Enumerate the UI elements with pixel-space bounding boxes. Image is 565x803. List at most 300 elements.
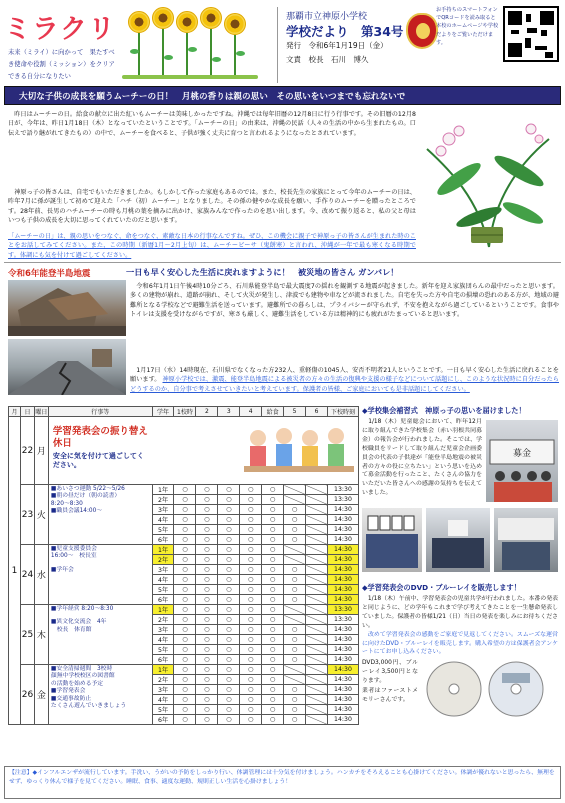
period-cell: ○ xyxy=(196,535,218,545)
school-emblem-icon xyxy=(406,13,438,49)
no-class-cell xyxy=(284,665,306,675)
weekday-cell: 水 xyxy=(34,545,48,605)
no-class-cell xyxy=(306,505,328,515)
period-cell: ○ xyxy=(218,575,240,585)
period-cell: ○ xyxy=(284,575,306,585)
period-cell: ○ xyxy=(196,565,218,575)
dvd-price: DVD3,000円、ブルーレイ3,500円となります。 xyxy=(362,660,418,685)
grade-cell: 1年 xyxy=(152,545,174,555)
grade-cell: 6年 xyxy=(152,655,174,665)
no-class-cell xyxy=(284,675,306,685)
dismissal-time-cell: 14:30 xyxy=(327,645,358,655)
period-cell: ○ xyxy=(196,555,218,565)
events-cell xyxy=(48,545,152,605)
period-cell: ○ xyxy=(174,575,196,585)
period-cell: ○ xyxy=(240,505,262,515)
period-cell: ○ xyxy=(218,665,240,675)
dismissal-time-cell: 13:30 xyxy=(327,605,358,615)
period-cell: ○ xyxy=(196,705,218,715)
table-row xyxy=(9,665,359,675)
period-cell: ○ xyxy=(284,635,306,645)
no-class-cell xyxy=(306,605,328,615)
period-cell: ○ xyxy=(218,495,240,505)
period-cell: ○ xyxy=(174,585,196,595)
table-row xyxy=(9,485,359,495)
period-cell: ○ xyxy=(218,705,240,715)
period-cell: ○ xyxy=(174,695,196,705)
weekday-cell: 金 xyxy=(34,665,48,725)
dismissal-time-cell: 13:30 xyxy=(327,615,358,625)
period-cell: ○ xyxy=(240,535,262,545)
muuchii-paragraph: 「ムーチーの日」は、親の思いをつなぐ、命をつなぐ、素敵な日本の行事なんですね。ぜひ、この機会に親子で神原っ子の皆さんが生まれた時のことをお話してみてください。また、この時期（新暦1月～2月上旬）は、ムーチービーサ（鬼餅寒）と言われ、沖縄が一年で最も寒くなる時期です。体調にも気を付けて過ごしてください。 xyxy=(8,233,416,259)
period-cell: ○ xyxy=(262,615,284,625)
period-cell: ○ xyxy=(196,505,218,515)
earthquake-paragraph: 令和6年1月1日午後4時10分ごろ、石川県能登半島で最大震度7の揺れを観測する地震が起きました。新年を迎え家族団らんの最中だったと思います。多くの建物が崩れ、道路が崩れ、そして火災が発生し、津波でも建物や車などが流されました。自宅を失った方や自宅の損壊の恐れのある方が、地域の避難所となる学校などで避難生活を送っています。避難所での暮らしは、プライバシーが守られず、不安を抱えながら過ごしているということです。食事やトイレは支援を受けながらですが、寒さも厳しく、避難生活をしている方は精神的にも疲れがたまっていると思います。 xyxy=(130,283,559,319)
fundraising-text: 1/18（木）児童総会において、昨年12月に取り組んできた学校集会（赤い羽根共同募金）の報告会が行われました。そこでは、学校職員をリードして取り組んだ児童会企画委員会の代表の子供達が「能登半島地震の被災者の方々の役に立ちたい」という思いを込めて募金活動を行ったこと、たくさんの協力をいただいた皆さんへの感謝の気持ちを伝えていました。 xyxy=(362,419,482,497)
period-cell: ○ xyxy=(218,505,240,515)
event-line: 校長 体育館 xyxy=(50,626,92,633)
no-class-cell xyxy=(306,595,328,605)
period-cell: ○ xyxy=(196,575,218,585)
period-cell: ○ xyxy=(240,585,262,595)
period-cell: ○ xyxy=(174,615,196,625)
period-cell: ○ xyxy=(174,665,196,675)
period-cell: ○ xyxy=(284,595,306,605)
no-class-cell xyxy=(306,695,328,705)
period-cell: ○ xyxy=(262,585,284,595)
earthquake-title: 令和6年能登半島地震 xyxy=(8,269,91,279)
getto-plant-illustration xyxy=(419,109,559,249)
period-cell: ○ xyxy=(262,605,284,615)
no-class-cell xyxy=(306,545,328,555)
event-line: ■学年会 xyxy=(50,566,74,573)
newsletter-header xyxy=(4,3,561,83)
period-cell: ○ xyxy=(262,565,284,575)
weekday-cell: 木 xyxy=(34,605,48,665)
qr-code-icon[interactable] xyxy=(503,6,559,62)
period-cell: ○ xyxy=(174,555,196,565)
table-row xyxy=(9,417,359,485)
period-cell: ○ xyxy=(174,595,196,605)
damaged-road-photo xyxy=(8,339,126,395)
period-cell: ○ xyxy=(174,715,196,725)
day-cell: 24 xyxy=(20,545,34,605)
dismissal-time-cell: 14:30 xyxy=(327,595,358,605)
period-cell: ○ xyxy=(240,595,262,605)
dismissal-time-cell: 14:30 xyxy=(327,525,358,535)
dvd-disc-icon xyxy=(424,659,558,717)
motto-line: 未来（ミライ）に向かって 果たすべ xyxy=(8,49,115,56)
period-cell: ○ xyxy=(284,515,306,525)
period-cell: ○ xyxy=(218,605,240,615)
events-cell xyxy=(48,605,152,665)
period-cell: ○ xyxy=(262,625,284,635)
no-class-cell xyxy=(284,555,306,565)
dvd-sale-text: 改めて学習発表会の感動をご家庭で見返してください。スムーズな運営に向けたDVD・ブルーレイを販売します。購入希望の方は保護者会アンケートにてお申し込みください。 xyxy=(362,631,558,656)
period-cell: ○ xyxy=(196,515,218,525)
period-cell: ○ xyxy=(284,505,306,515)
period-cell: ○ xyxy=(196,525,218,535)
no-class-cell xyxy=(306,665,328,675)
period-cell: ○ xyxy=(174,545,196,555)
headline-text: 大切な子供の成長を願うムーチーの日！ 月桃の香りは親の思い その思いをいつまでも忘れないで xyxy=(19,92,406,102)
schedule-body xyxy=(9,417,359,725)
period-cell: ○ xyxy=(218,535,240,545)
col-period5: 5 xyxy=(284,407,306,417)
period-cell: ○ xyxy=(218,515,240,525)
period-cell: ○ xyxy=(240,635,262,645)
period-cell: ○ xyxy=(174,565,196,575)
svg-text:募金: 募金 xyxy=(512,449,532,459)
dismissal-time-cell: 14:30 xyxy=(327,655,358,665)
period-cell: ○ xyxy=(262,635,284,645)
weekday-cell: 火 xyxy=(34,485,48,545)
motto-line: できる自分になりたい xyxy=(8,73,71,80)
period-cell: ○ xyxy=(262,715,284,725)
right-column xyxy=(362,406,558,719)
period-cell: ○ xyxy=(284,695,306,705)
grade-cell: 5年 xyxy=(152,525,174,535)
col-lunch: 給食 xyxy=(262,407,284,417)
grade-cell: 5年 xyxy=(152,585,174,595)
event-line: 顔無中学校校区の図書館 xyxy=(50,673,115,680)
dismissal-time-cell: 14:30 xyxy=(327,585,358,595)
period-cell: ○ xyxy=(196,645,218,655)
event-line: ■異文化交流会 4年 xyxy=(50,619,107,626)
period-cell: ○ xyxy=(196,675,218,685)
earthquake-subtitle: 一日も早く安心した生活に戻れますように！ 被災地の皆さん ガンバレ！ xyxy=(126,267,399,277)
holiday-note: 安全に気を付けて過ごしてください。 xyxy=(52,451,144,469)
event-line: ■学習発表会 xyxy=(50,688,86,695)
school-name: 那覇市立神原小学校 xyxy=(286,12,368,22)
grade-cell: 4年 xyxy=(152,635,174,645)
period-cell: ○ xyxy=(218,565,240,575)
period-cell: ○ xyxy=(196,715,218,725)
dismissal-time-cell: 14:30 xyxy=(327,555,358,565)
period-cell: ○ xyxy=(262,515,284,525)
period-cell: ○ xyxy=(174,505,196,515)
dismissal-time-cell: 14:30 xyxy=(327,635,358,645)
period-cell: ○ xyxy=(262,555,284,565)
grade-cell: 4年 xyxy=(152,695,174,705)
weekday-cell: 月 xyxy=(34,417,48,485)
motto-line: き使命や役割（ミッション）をクリア xyxy=(8,61,115,68)
no-class-cell xyxy=(306,615,328,625)
flu-notice: 【注意】◆インフルエンザが流行しています。手洗い、うがいの予防をしっかり行い、体調管理には十分気を付けましょう。ハンカチをそろえることも心掛けてください。体調が優れないと思ったら、無理をせず、ゆっくり休んで様子を見てください。睡眠、食事、適度な運動、規則正しい生活を心掛けましょう！ xyxy=(4,766,561,799)
period-cell: ○ xyxy=(262,495,284,505)
period-cell: ○ xyxy=(196,695,218,705)
period-cell: ○ xyxy=(218,615,240,625)
period-cell: ○ xyxy=(174,635,196,645)
dismissal-time-cell: 14:30 xyxy=(327,675,358,685)
col-month: 月 xyxy=(9,407,21,417)
dvd-sale-text: 1/18（木）午前中、学習発表会の児童共学が行われました。本番の発表と同じように、どの学年もこれまで学び考えてきたことを一生懸命発表していました。保護者の皆様1/21（日）当日の発表を楽しみにお待ちください。 xyxy=(362,596,558,629)
period-cell: ○ xyxy=(262,545,284,555)
dvd-sale-title: ◆学習発表会のDVD・ブルーレイを販売します！ xyxy=(362,583,558,593)
period-cell: ○ xyxy=(174,625,196,635)
period-cell: ○ xyxy=(218,545,240,555)
period-cell: ○ xyxy=(284,585,306,595)
muuchii-paragraph: 昨日はムーチーの日。給食の献立に出た紅いもムーチーは美味しかったですね。沖縄では毎年旧暦の12月8日に行う行事です。その旧暦の12月8日が、今年は、昨日1月18日（木）となっていたということです。「ムーチーの日」の由来は、沖縄の民話（人々の生活の中から生まれたもの。口伝えで語り継がれてきたもの）の中で、ムーチーを食べると、子供が強く丈夫に育つと言われるようになったとされています。 xyxy=(8,111,416,137)
grade-cell: 6年 xyxy=(152,715,174,725)
grade-cell: 2年 xyxy=(152,495,174,505)
qr-note: お手持ちのスマートフォンでQRコードを読み取ると本校のホームページや学校だよりをご覧いただけます。 xyxy=(436,7,499,46)
period-cell: ○ xyxy=(196,615,218,625)
holiday-cell xyxy=(48,417,358,485)
period-cell: ○ xyxy=(218,715,240,725)
period-cell: ○ xyxy=(196,635,218,645)
col-period3: 3 xyxy=(218,407,240,417)
event-line: 8:20～8:30 xyxy=(50,500,83,507)
no-class-cell xyxy=(284,605,306,615)
col-period1: 1校時 xyxy=(174,407,196,417)
event-line: 16:00～ 校長室 xyxy=(50,553,97,560)
grade-cell: 3年 xyxy=(152,505,174,515)
period-cell: ○ xyxy=(240,555,262,565)
table-header-row xyxy=(9,407,359,417)
period-cell: ○ xyxy=(240,655,262,665)
dismissal-time-cell: 14:30 xyxy=(327,705,358,715)
period-cell: ○ xyxy=(240,575,262,585)
holiday-title: 学習発表会の振り替え休日 xyxy=(52,425,148,449)
weekly-schedule-table xyxy=(8,406,359,725)
period-cell: ○ xyxy=(284,655,306,665)
period-cell: ○ xyxy=(240,665,262,675)
period-cell: ○ xyxy=(218,655,240,665)
event-line: ■児童支援委員会 xyxy=(50,546,97,552)
period-cell: ○ xyxy=(240,695,262,705)
period-cell: ○ xyxy=(174,705,196,715)
no-class-cell xyxy=(306,585,328,595)
grade-cell: 1年 xyxy=(152,605,174,615)
period-cell: ○ xyxy=(218,695,240,705)
dismissal-time-cell: 14:30 xyxy=(327,515,358,525)
grade-cell: 4年 xyxy=(152,515,174,525)
no-class-cell xyxy=(306,645,328,655)
period-cell: ○ xyxy=(284,715,306,725)
no-class-cell xyxy=(306,495,328,505)
grade-cell: 2年 xyxy=(152,675,174,685)
issue-date: 発行 令和6年1月19日（金） xyxy=(286,41,388,50)
fundraising-photo xyxy=(486,420,558,502)
period-cell: ○ xyxy=(240,645,262,655)
period-cell: ○ xyxy=(174,655,196,665)
day-cell: 22 xyxy=(20,417,34,485)
col-period4: 4 xyxy=(240,407,262,417)
period-cell: ○ xyxy=(262,575,284,585)
event-line: ■あいさつ運動 5/22～5/26 xyxy=(50,486,125,492)
dvd-maker: 業者はファーストメモリーさんです。 xyxy=(362,688,418,704)
dismissal-time-cell: 14:30 xyxy=(327,695,358,705)
event-line: ■交通事故防止 xyxy=(50,695,92,702)
col-grade: 学年 xyxy=(152,407,174,417)
period-cell: ○ xyxy=(262,535,284,545)
period-cell: ○ xyxy=(218,685,240,695)
dismissal-time-cell: 14:30 xyxy=(327,665,358,675)
period-cell: ○ xyxy=(218,675,240,685)
period-cell: ○ xyxy=(284,705,306,715)
dismissal-time-cell: 14:30 xyxy=(327,625,358,635)
period-cell: ○ xyxy=(262,675,284,685)
period-cell: ○ xyxy=(284,645,306,655)
headline-banner xyxy=(4,86,561,105)
muuchii-paragraph: 神原っ子の皆さんは、自宅でもいただきましたか。もしかして作った家庭もあるのでは。また、校長先生の家族にとって今年のムーチーの日は、昨年7月に孫が誕生して初めて迎えた「ハチ（初）ムーチー」となりました。その孫の健やかな成長を願い、手作りのムーチーを贈ったところです。28年前、長男のハチムーチーの時も月桃の葉を摘みに出かけ、家族みんなで作ったのを思い出します。今、改めて振り返ると、私の父と母はいつも子供の成長を大切に思ってくれていたのだと思います。 xyxy=(8,189,416,225)
dismissal-time-cell: 14:30 xyxy=(327,565,358,575)
period-cell: ○ xyxy=(174,515,196,525)
grade-cell: 1年 xyxy=(152,665,174,675)
dismissal-time-cell: 14:30 xyxy=(327,505,358,515)
event-line: ■朝の昼だけ（朝の読書） xyxy=(50,493,121,500)
author: 文責 校長 石川 博久 xyxy=(286,55,369,64)
no-class-cell xyxy=(306,715,328,725)
col-dismissal: 下校時刻 xyxy=(327,407,358,417)
period-cell: ○ xyxy=(174,685,196,695)
event-line: の活動を始める予定 xyxy=(50,680,104,687)
newsletter-title: 学校だより 第34号 xyxy=(286,24,404,39)
no-class-cell xyxy=(306,565,328,575)
mirakuri-logo: ミラクリ xyxy=(4,14,116,45)
period-cell: ○ xyxy=(218,485,240,495)
no-class-cell xyxy=(306,625,328,635)
no-class-cell xyxy=(306,555,328,565)
presentation-photo-3 xyxy=(494,508,558,572)
period-cell: ○ xyxy=(262,595,284,605)
period-cell: ○ xyxy=(262,485,284,495)
period-cell: ○ xyxy=(262,665,284,675)
fundraising-title: ◆学校集会補習式 神原っ子の思いを届けました！ xyxy=(362,406,558,416)
period-cell: ○ xyxy=(240,675,262,685)
day-cell: 23 xyxy=(20,485,34,545)
table-row xyxy=(9,605,359,615)
period-cell: ○ xyxy=(196,665,218,675)
col-period2: 2 xyxy=(196,407,218,417)
grade-cell: 1年 xyxy=(152,485,174,495)
events-cell xyxy=(48,485,152,545)
period-cell: ○ xyxy=(196,685,218,695)
period-cell: ○ xyxy=(196,495,218,505)
event-line: ■安全清掃週間 3校時 xyxy=(50,666,113,672)
period-cell: ○ xyxy=(174,605,196,615)
no-class-cell xyxy=(306,655,328,665)
period-cell: ○ xyxy=(240,485,262,495)
period-cell: ○ xyxy=(218,595,240,605)
col-dow: 曜日 xyxy=(34,407,48,417)
event-line: ■学年経営 8:20～8:30 xyxy=(50,606,114,612)
period-cell: ○ xyxy=(262,505,284,515)
period-cell: ○ xyxy=(240,605,262,615)
collapsed-house-photo xyxy=(8,280,126,336)
period-cell: ○ xyxy=(218,635,240,645)
period-cell: ○ xyxy=(174,525,196,535)
period-cell: ○ xyxy=(262,705,284,715)
dismissal-time-cell: 14:30 xyxy=(327,685,358,695)
col-day: 日 xyxy=(20,407,34,417)
grade-cell: 3年 xyxy=(152,565,174,575)
dismissal-time-cell: 13:30 xyxy=(327,495,358,505)
period-cell: ○ xyxy=(240,715,262,725)
period-cell: ○ xyxy=(240,545,262,555)
period-cell: ○ xyxy=(240,515,262,525)
no-class-cell xyxy=(284,545,306,555)
period-cell: ○ xyxy=(196,605,218,615)
grade-cell: 4年 xyxy=(152,575,174,585)
period-cell: ○ xyxy=(174,675,196,685)
period-cell: ○ xyxy=(240,625,262,635)
period-cell: ○ xyxy=(262,655,284,665)
period-cell: ○ xyxy=(240,705,262,715)
dismissal-time-cell: 14:30 xyxy=(327,535,358,545)
grade-cell: 2年 xyxy=(152,615,174,625)
period-cell: ○ xyxy=(262,525,284,535)
period-cell: ○ xyxy=(218,585,240,595)
grade-cell: 5年 xyxy=(152,645,174,655)
no-class-cell xyxy=(306,635,328,645)
grade-cell: 3年 xyxy=(152,685,174,695)
period-cell: ○ xyxy=(174,495,196,505)
no-class-cell xyxy=(306,535,328,545)
period-cell: ○ xyxy=(196,485,218,495)
issue-info xyxy=(277,7,427,83)
period-cell: ○ xyxy=(218,555,240,565)
period-cell: ○ xyxy=(196,545,218,555)
period-cell: ○ xyxy=(240,685,262,695)
day-cell: 25 xyxy=(20,605,34,665)
period-cell: ○ xyxy=(196,585,218,595)
earthquake-paragraph: 1月17日（水）14時現在、石川県でなくなった方232人、重軽傷の1045人、安否不明者21人ということです。一日も早く安心した生活に戻れることを願います。 神原小学校では、激震、能登半島地震による被災者の方々の生活の復興や支援の様子などについて話題にし、このような状況時に自分だったらどうするのか、自分事で考えさせていきたいと考えています。保護者の皆様、ご家庭においても是非話題にしてください。 xyxy=(130,367,559,393)
no-class-cell xyxy=(306,705,328,715)
no-class-cell xyxy=(306,575,328,585)
period-cell: ○ xyxy=(174,485,196,495)
grade-cell: 3年 xyxy=(152,625,174,635)
presentation-photo-1 xyxy=(362,508,422,572)
period-cell: ○ xyxy=(240,565,262,575)
period-cell: ○ xyxy=(174,645,196,655)
day-cell: 26 xyxy=(20,665,34,725)
month-cell: 1 xyxy=(9,417,21,725)
grade-cell: 5年 xyxy=(152,705,174,715)
presentation-photo-2 xyxy=(426,508,490,572)
period-cell: ○ xyxy=(196,655,218,665)
no-class-cell xyxy=(284,485,306,495)
period-cell: ○ xyxy=(240,615,262,625)
col-period6: 6 xyxy=(306,407,328,417)
divider xyxy=(4,262,561,263)
period-cell: ○ xyxy=(218,625,240,635)
no-class-cell xyxy=(284,495,306,505)
no-class-cell xyxy=(306,525,328,535)
no-class-cell xyxy=(306,685,328,695)
no-class-cell xyxy=(306,515,328,525)
period-cell: ○ xyxy=(284,685,306,695)
period-cell: ○ xyxy=(240,525,262,535)
grade-cell: 6年 xyxy=(152,535,174,545)
no-class-cell xyxy=(284,615,306,625)
period-cell: ○ xyxy=(262,685,284,695)
no-class-cell xyxy=(306,675,328,685)
period-cell: ○ xyxy=(262,695,284,705)
col-events: 行事等 xyxy=(48,407,152,417)
period-cell: ○ xyxy=(284,565,306,575)
no-class-cell xyxy=(306,485,328,495)
event-line: たくさん遊んでいきましょう xyxy=(50,703,127,710)
grade-cell: 2年 xyxy=(152,555,174,565)
dismissal-time-cell: 13:30 xyxy=(327,485,358,495)
period-cell: ○ xyxy=(218,525,240,535)
event-line: ■職員会議14:00～ xyxy=(50,508,103,515)
period-cell: ○ xyxy=(196,625,218,635)
period-cell: ○ xyxy=(284,625,306,635)
grade-cell: 6年 xyxy=(152,595,174,605)
